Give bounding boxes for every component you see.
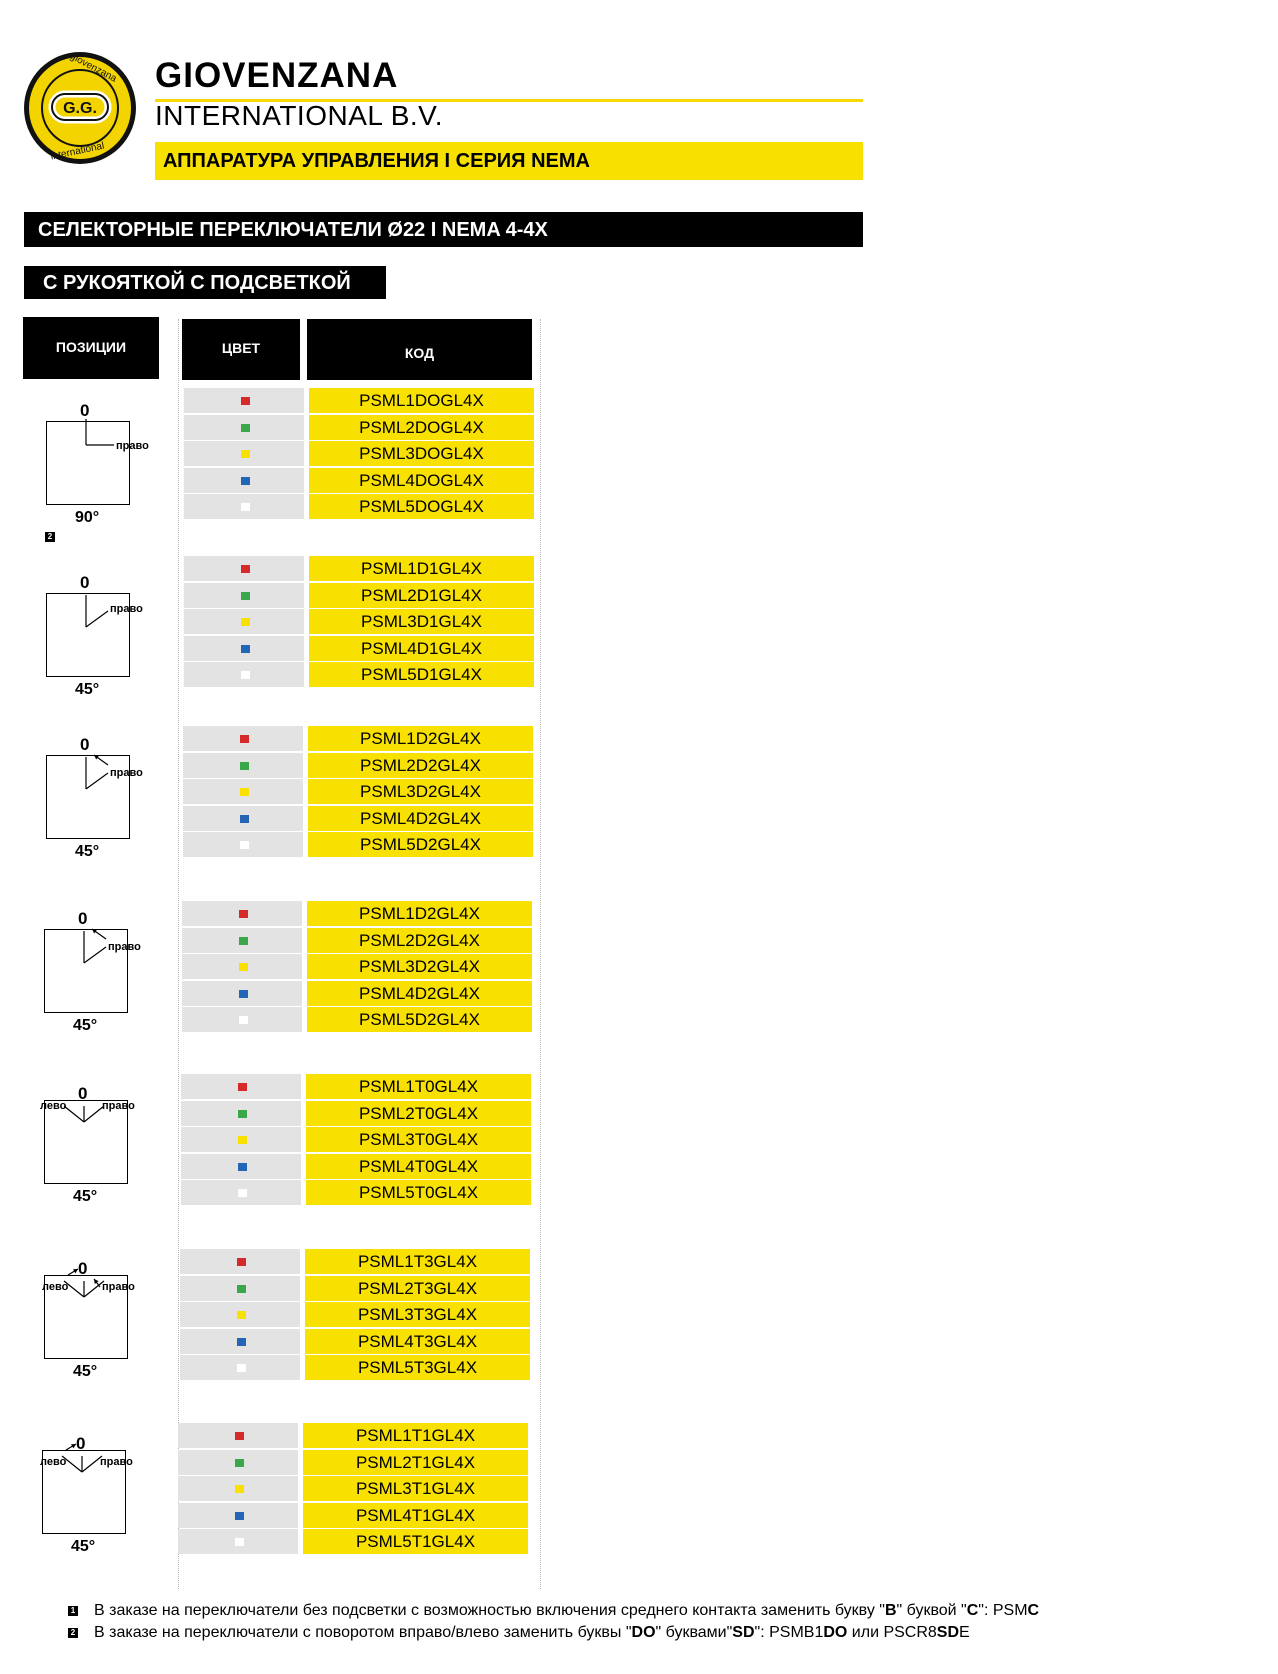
product-code: PSML5D1GL4X [309,662,534,687]
product-code: PSML2DOGL4X [309,415,534,440]
table-row [181,1180,531,1205]
table-row [182,901,532,926]
table-row [183,753,533,778]
angle-label: 90° [75,509,100,526]
color-cell [182,1007,302,1032]
product-code: PSML1D2GL4X [307,901,532,926]
product-code: PSML1T1GL4X [303,1423,528,1448]
color-swatch-green [241,592,250,600]
color-swatch-red [237,1258,246,1266]
table-row [184,441,534,466]
color-swatch-red [238,1083,247,1091]
table-row [183,726,533,751]
color-cell [184,388,304,413]
color-swatch-yellow [240,788,249,796]
color-swatch-red [235,1432,244,1440]
right-position-label: право [102,1100,135,1112]
color-cell [183,832,303,857]
position-diagram [40,1084,154,1210]
product-code: PSML4D1GL4X [309,636,534,661]
color-cell [181,1180,301,1205]
product-code: PSML3T3GL4X [305,1302,530,1327]
subsection-title: С РУКОЯТКОЙ С ПОДСВЕТКОЙ [43,272,351,294]
right-position-label: право [108,941,141,953]
color-swatch-yellow [239,963,248,971]
column-guide-left [178,319,179,1589]
color-swatch-yellow [241,450,250,458]
footnote-emphasis: SD [732,1624,755,1641]
table-row [183,806,533,831]
footnote-fragment: " буквами" [655,1624,733,1641]
footnote-fragment: ": PSMB1 [754,1624,824,1641]
right-position-label: право [100,1456,133,1468]
color-swatch-white [235,1538,244,1546]
color-cell [180,1276,300,1301]
color-swatch-red [241,397,250,405]
table-row [182,954,532,979]
product-code: PSML2T3GL4X [305,1276,530,1301]
switch-position-lines [44,929,164,1019]
color-swatch-yellow [238,1136,247,1144]
color-cell [184,583,304,608]
table-row [181,1074,531,1099]
color-swatch-green [240,762,249,770]
giovenzana-logo [22,50,138,166]
zero-position-label: 0 [78,909,88,928]
product-code: PSML4T1GL4X [303,1503,528,1528]
product-code: PSML3T0GL4X [306,1127,531,1152]
switch-position-lines [46,593,166,683]
color-swatch-green [239,937,248,945]
product-code: PSML2D2GL4X [308,753,533,778]
table-row [184,636,534,661]
color-swatch-green [238,1110,247,1118]
header-code [307,319,532,380]
zero-position-label: 0 [76,1434,86,1453]
position-diagram [42,1259,154,1385]
table-row [184,556,534,581]
product-code: PSML5D2GL4X [307,1007,532,1032]
section-banner [24,212,863,247]
color-swatch-white [238,1189,247,1197]
table-row [178,1450,528,1475]
product-code: PSML5T3GL4X [305,1355,530,1380]
zero-position-label: 0 [80,735,90,754]
footnote-marker: 2 [68,1628,78,1638]
section-title: СЕЛЕКТОРНЫЕ ПЕРЕКЛЮЧАТЕЛИ Ø22 I NEMA 4-4X [38,219,548,241]
product-code: PSML1D1GL4X [309,556,534,581]
color-cell [184,494,304,519]
right-position-label: право [110,603,143,615]
footnote-emphasis: C [966,1602,979,1619]
color-cell [180,1302,300,1327]
color-swatch-yellow [241,618,250,626]
color-cell [181,1101,301,1126]
product-code: PSML2T0GL4X [306,1101,531,1126]
logo-top-text: giovenzana [68,50,119,85]
table-row [178,1529,528,1554]
product-code: PSML5DOGL4X [309,494,534,519]
angle-label: 45° [73,1188,98,1205]
product-code: PSML3T1GL4X [303,1476,528,1501]
color-cell [178,1450,298,1475]
color-swatch-green [235,1459,244,1467]
angle-label: 45° [75,843,100,860]
table-row [184,494,534,519]
product-code: PSML1T3GL4X [305,1249,530,1274]
footnote-fragment: или PSCR8 [847,1624,937,1641]
table-row [180,1302,530,1327]
table-row [184,583,534,608]
table-row [184,609,534,634]
color-swatch-blue [239,990,248,998]
product-code: PSML1DOGL4X [309,388,534,413]
product-code: PSML4D2GL4X [307,981,532,1006]
color-swatch-blue [237,1338,246,1346]
table-row [178,1476,528,1501]
switch-position-lines [46,755,166,845]
table-row [184,415,534,440]
header-code-label: КОД [404,345,435,361]
color-swatch-blue [238,1163,247,1171]
subsection-banner [24,266,386,299]
color-cell [181,1154,301,1179]
color-cell [180,1355,300,1380]
position-diagram [44,909,154,1039]
angle-label: 45° [73,1017,98,1034]
product-code: PSML3D1GL4X [309,609,534,634]
color-cell [180,1329,300,1354]
footnote-marker: 2 [45,532,55,542]
position-diagram [46,401,156,541]
color-swatch-green [237,1285,246,1293]
color-cell [184,609,304,634]
color-cell [180,1249,300,1274]
color-cell [182,901,302,926]
footnote-fragment: " буквой " [896,1602,967,1619]
color-cell [178,1529,298,1554]
product-code: PSML4DOGL4X [309,468,534,493]
color-swatch-blue [241,645,250,653]
color-cell [182,981,302,1006]
product-code: PSML2D1GL4X [309,583,534,608]
product-code: PSML5T1GL4X [303,1529,528,1554]
switch-position-lines [44,1100,164,1190]
color-swatch-red [239,910,248,918]
product-code: PSML1D2GL4X [308,726,533,751]
right-position-label: право [116,440,149,452]
color-cell [184,468,304,493]
angle-label: 45° [73,1363,98,1380]
footnote-fragment: В заказе на переключатели без подсветки с возможностью включения среднего контакта заменить букву " [94,1602,885,1619]
color-swatch-white [239,1016,248,1024]
color-swatch-white [237,1364,246,1372]
table-row [180,1249,530,1274]
table-row [183,779,533,804]
footnote-fragment: ": PSM [978,1602,1028,1619]
table-row [182,928,532,953]
table-row [181,1101,531,1126]
zero-position-label: 0 [78,1084,88,1103]
position-diagram [40,1434,152,1560]
color-swatch-blue [235,1512,244,1520]
product-code: PSML4T0GL4X [306,1154,531,1179]
footnote-text [94,1624,970,1642]
right-position-label: право [102,1281,135,1293]
color-swatch-white [241,671,250,679]
left-position-label: лево [40,1456,67,1468]
header-positions-label: ПОЗИЦИИ [55,339,127,355]
zero-position-label: 0 [78,1259,88,1278]
logo-bottom-text: international [49,140,106,163]
footnote-text [94,1602,1039,1620]
color-cell [181,1074,301,1099]
position-diagram [46,573,156,703]
brand-name: GIOVENZANA [155,56,399,95]
logo-mid-text: G.G. [63,100,97,117]
product-code: PSML2D2GL4X [307,928,532,953]
color-cell [183,753,303,778]
color-swatch-white [240,841,249,849]
footnote-marker: 1 [68,1606,78,1616]
color-swatch-green [241,424,250,432]
color-cell [183,806,303,831]
table-row [180,1276,530,1301]
product-code: PSML2T1GL4X [303,1450,528,1475]
product-code: PSML4D2GL4X [308,806,533,831]
color-cell [182,928,302,953]
position-diagram [46,735,156,865]
product-code: PSML5T0GL4X [306,1180,531,1205]
series-title: АППАРАТУРА УПРАВЛЕНИЯ I СЕРИЯ NEMA [163,150,590,172]
footnote-emphasis: DO [631,1624,656,1641]
color-cell [184,662,304,687]
table-row [178,1503,528,1528]
footnote-emphasis: C [1027,1602,1040,1619]
color-cell [181,1127,301,1152]
footnote-emphasis: B [884,1602,897,1619]
table-row [182,981,532,1006]
color-swatch-yellow [235,1485,244,1493]
product-code: PSML3DOGL4X [309,441,534,466]
column-guide-right [540,319,541,1589]
color-cell [178,1476,298,1501]
header-color [182,319,300,380]
color-swatch-yellow [237,1311,246,1319]
footnote-fragment: В заказе на переключатели с поворотом вправо/влево заменить буквы " [94,1624,632,1641]
table-row [180,1355,530,1380]
color-cell [178,1503,298,1528]
table-row [184,662,534,687]
footnote-emphasis: SD [936,1624,960,1641]
color-cell [184,415,304,440]
table-row [183,832,533,857]
footnote-fragment: E [959,1624,970,1641]
product-code: PSML4T3GL4X [305,1329,530,1354]
brand-subtitle: INTERNATIONAL B.V. [155,100,444,131]
header-positions [23,317,159,379]
right-position-label: право [110,767,143,779]
product-code: PSML5D2GL4X [308,832,533,857]
table-row [181,1127,531,1152]
color-swatch-blue [241,477,250,485]
product-code: PSML3D2GL4X [308,779,533,804]
color-cell [184,556,304,581]
product-code: PSML1T0GL4X [306,1074,531,1099]
angle-label: 45° [75,681,100,698]
color-cell [183,726,303,751]
footnote-emphasis: DO [823,1624,848,1641]
table-row [181,1154,531,1179]
table-row [184,468,534,493]
color-swatch-white [241,503,250,511]
angle-label: 45° [71,1538,96,1555]
color-cell [182,954,302,979]
left-position-label: лево [42,1281,69,1293]
header-color-label: ЦВЕТ [221,340,261,356]
left-position-label: лево [40,1100,67,1112]
table-row [178,1423,528,1448]
color-swatch-red [241,565,250,573]
table-row [184,388,534,413]
color-cell [178,1423,298,1448]
color-swatch-red [240,735,249,743]
color-cell [184,636,304,661]
zero-position-label: 0 [80,573,90,592]
series-banner [155,142,863,180]
table-row [182,1007,532,1032]
color-swatch-blue [240,815,249,823]
switch-position-lines [46,421,166,511]
color-cell [183,779,303,804]
color-cell [184,441,304,466]
product-code: PSML3D2GL4X [307,954,532,979]
zero-position-label: 0 [80,401,90,420]
table-row [180,1329,530,1354]
